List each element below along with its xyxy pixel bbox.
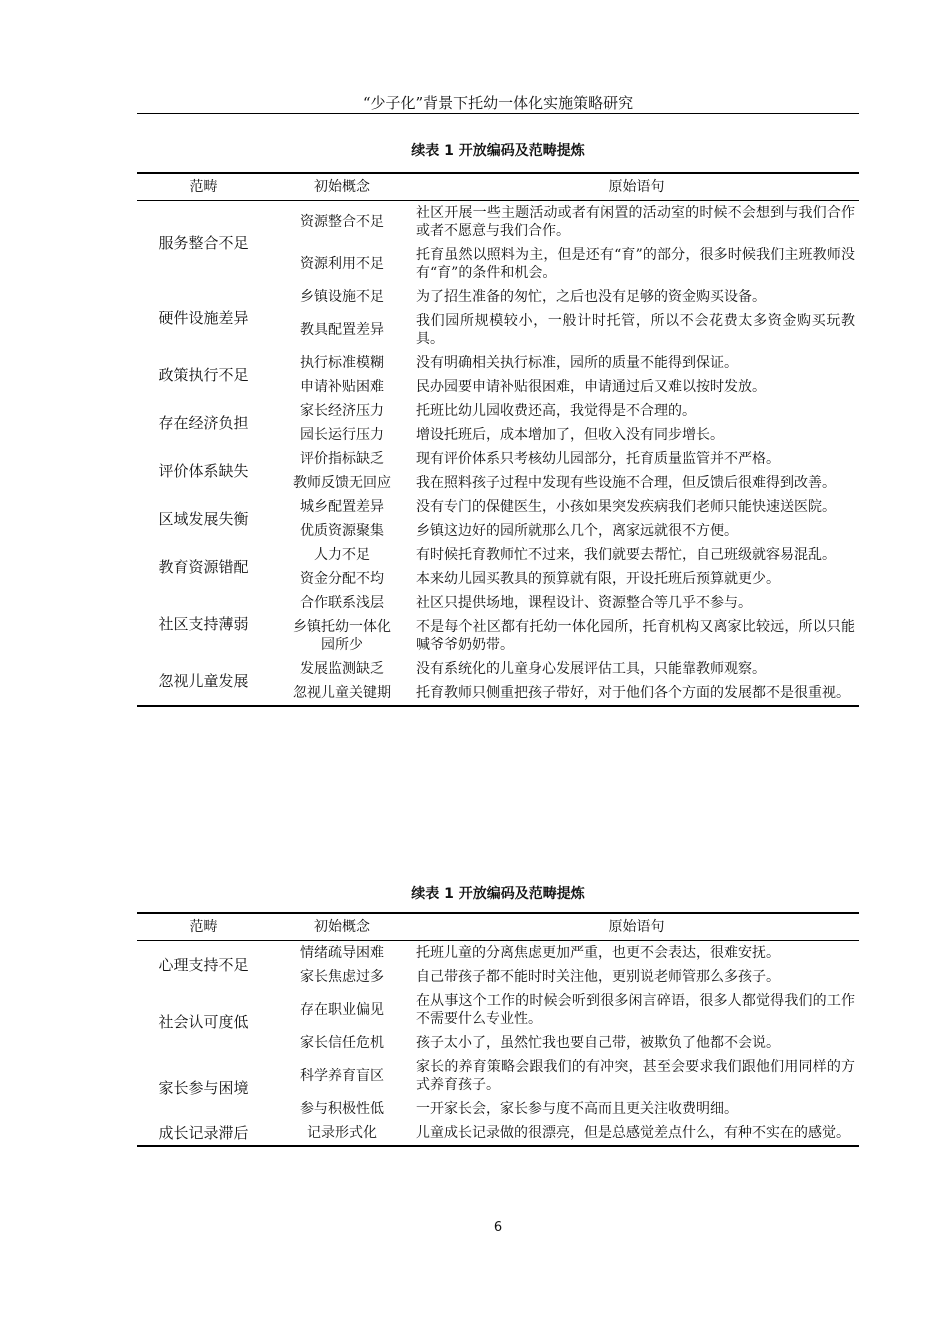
running-header: “少子化”背景下托幼一体化实施策略研究 (362, 94, 634, 112)
page-number: 6 (493, 1220, 503, 1235)
concept-cell: 评价指标缺乏 (300, 451, 384, 467)
column-header: 范畴 (137, 913, 270, 941)
category-cell: 区域发展失衡 (158, 510, 249, 528)
table-row (137, 657, 859, 681)
quote-cell: 我在照料孩子过程中发现有些设施不合理，但反馈后很难得到改善。 (416, 475, 836, 491)
concept-cell: 资金分配不均 (300, 571, 384, 587)
category-cell: 忽视儿童发展 (137, 657, 270, 706)
category-cell: 政策执行不足 (158, 366, 249, 384)
table-row (137, 285, 859, 309)
column-header: 原始语句 (414, 913, 859, 941)
quote-cell: 没有明确相关执行标准，园所的质量不能得到保证。 (416, 355, 738, 371)
column-header: 初始概念 (270, 173, 414, 201)
quote-cell: 现有评价体系只考核幼儿园部分，托育质量监管并不严格。 (416, 451, 780, 467)
quote-cell: 一开家长会，家长参与度不高而且更关注收费明细。 (416, 1101, 738, 1117)
quote-cell: 没有系统化的儿童身心发展评估工具，只能靠教师观察。 (416, 661, 766, 677)
table-row (137, 351, 859, 375)
category-cell: 社区支持薄弱 (158, 615, 249, 633)
table-row (137, 1055, 859, 1097)
concept-cell: 家长经济压力 (300, 403, 384, 419)
concept-cell: 资源利用不足 (300, 256, 384, 272)
table-row (137, 399, 859, 423)
concept-cell: 情绪疏导困难 (300, 945, 384, 961)
quote-cell: 本来幼儿园买教具的预算就有限，开设托班后预算就更少。 (416, 571, 780, 587)
quote-cell: 我们园所规模较小，一般计时托管，所以不会花费太多资金购买玩教具。 (416, 313, 855, 347)
category-cell: 社会认可度低 (158, 1013, 249, 1031)
header-rule (137, 113, 859, 114)
concept-cell: 教具配置差异 (300, 322, 384, 338)
quote-cell: 乡镇这边好的园所就那么几个，离家远就很不方便。 (416, 523, 738, 539)
concept-cell: 忽视儿童关键期 (270, 681, 414, 706)
quote-cell: 没有专门的保健医生，小孩如果突发疾病我们老师只能快速送医院。 (416, 499, 836, 515)
quote-cell: 儿童成长记录做的很漂亮，但是总感觉差点什么，有种不实在的感觉。 (414, 1121, 859, 1146)
concept-cell: 存在职业偏见 (300, 1002, 384, 1018)
concept-cell: 家长信任危机 (300, 1035, 384, 1051)
category-cell: 硬件设施差异 (158, 309, 249, 327)
concept-cell: 记录形式化 (270, 1121, 414, 1146)
table-row (137, 201, 859, 244)
quote-cell: 在从事这个工作的时候会听到很多闲言碎语，很多人都觉得我们的工作不需要什么专业性。 (416, 993, 855, 1027)
table-row (137, 495, 859, 519)
coding-table (137, 172, 859, 707)
table-row (137, 591, 859, 615)
concept-cell: 合作联系浅层 (300, 595, 384, 611)
concept-cell: 申请补贴困难 (300, 379, 384, 395)
concept-cell: 科学养育盲区 (300, 1068, 384, 1084)
concept-cell: 资源整合不足 (300, 214, 384, 230)
concept-cell: 乡镇托幼一体化园所少 (293, 619, 391, 653)
table-row (137, 941, 859, 966)
table-caption: 续表 1 开放编码及范畴提炼 (411, 143, 585, 159)
concept-cell: 城乡配置差异 (300, 499, 384, 515)
concept-cell: 园长运行压力 (300, 427, 384, 443)
concept-cell: 教师反馈无回应 (293, 475, 391, 491)
quote-cell: 民办园要申请补贴很困难，申请通过后又难以按时发放。 (416, 379, 766, 395)
table-row (137, 1121, 859, 1146)
table-row (137, 989, 859, 1031)
column-header: 初始概念 (270, 913, 414, 941)
category-cell: 服务整合不足 (158, 234, 249, 252)
category-cell: 教育资源错配 (158, 558, 249, 576)
concept-cell: 发展监测缺乏 (300, 661, 384, 677)
concept-cell: 乡镇设施不足 (300, 289, 384, 305)
concept-cell: 人力不足 (314, 547, 370, 563)
quote-cell: 有时候托育教师忙不过来，我们就要去帮忙，自己班级就容易混乱。 (416, 547, 836, 563)
category-cell: 心理支持不足 (158, 956, 249, 974)
table-caption: 续表 1 开放编码及范畴提炼 (411, 886, 585, 902)
category-cell: 家长参与困境 (158, 1079, 249, 1097)
concept-cell: 优质资源聚集 (300, 523, 384, 539)
concept-cell: 家长焦虑过多 (300, 969, 384, 985)
concept-cell: 参与积极性低 (300, 1101, 384, 1117)
category-cell: 评价体系缺失 (158, 462, 249, 480)
category-cell: 存在经济负担 (158, 414, 249, 432)
quote-cell: 社区只提供场地，课程设计、资源整合等几乎不参与。 (416, 595, 752, 611)
quote-cell: 不是每个社区都有托幼一体化园所，托育机构又离家比较远，所以只能喊爷爷奶奶带。 (416, 619, 855, 653)
quote-cell: 社区开展一些主题活动或者有闲置的活动室的时候不会想到与我们合作或者不愿意与我们合作。 (416, 205, 855, 239)
table-row (137, 447, 859, 471)
quote-cell: 托班儿童的分离焦虑更加严重，也更不会表达，很难安抚。 (416, 945, 780, 961)
table-row (137, 543, 859, 567)
coding-table (137, 912, 859, 1147)
quote-cell: 为了招生准备的匆忙，之后也没有足够的资金购买设备。 (416, 289, 766, 305)
column-header: 范畴 (137, 173, 270, 201)
quote-cell: 自己带孩子都不能时时关注他，更别说老师管那么多孩子。 (416, 969, 780, 985)
column-header: 原始语句 (414, 173, 859, 201)
quote-cell: 托育虽然以照料为主，但是还有“育”的部分，很多时候我们主班教师没有“育”的条件和机会。 (416, 247, 855, 281)
quote-cell: 孩子太小了，虽然忙我也要自己带，被欺负了他都不会说。 (416, 1035, 780, 1051)
quote-cell: 托班比幼儿园收费还高，我觉得是不合理的。 (416, 403, 696, 419)
concept-cell: 执行标准模糊 (300, 355, 384, 371)
quote-cell: 家长的养育策略会跟我们的有冲突，甚至会要求我们跟他们用同样的方式养育孩子。 (416, 1059, 855, 1093)
quote-cell: 增设托班后，成本增加了，但收入没有同步增长。 (416, 427, 724, 443)
category-cell: 成长记录滞后 (137, 1121, 270, 1146)
quote-cell: 托育教师只侧重把孩子带好，对于他们各个方面的发展都不是很重视。 (414, 681, 859, 706)
